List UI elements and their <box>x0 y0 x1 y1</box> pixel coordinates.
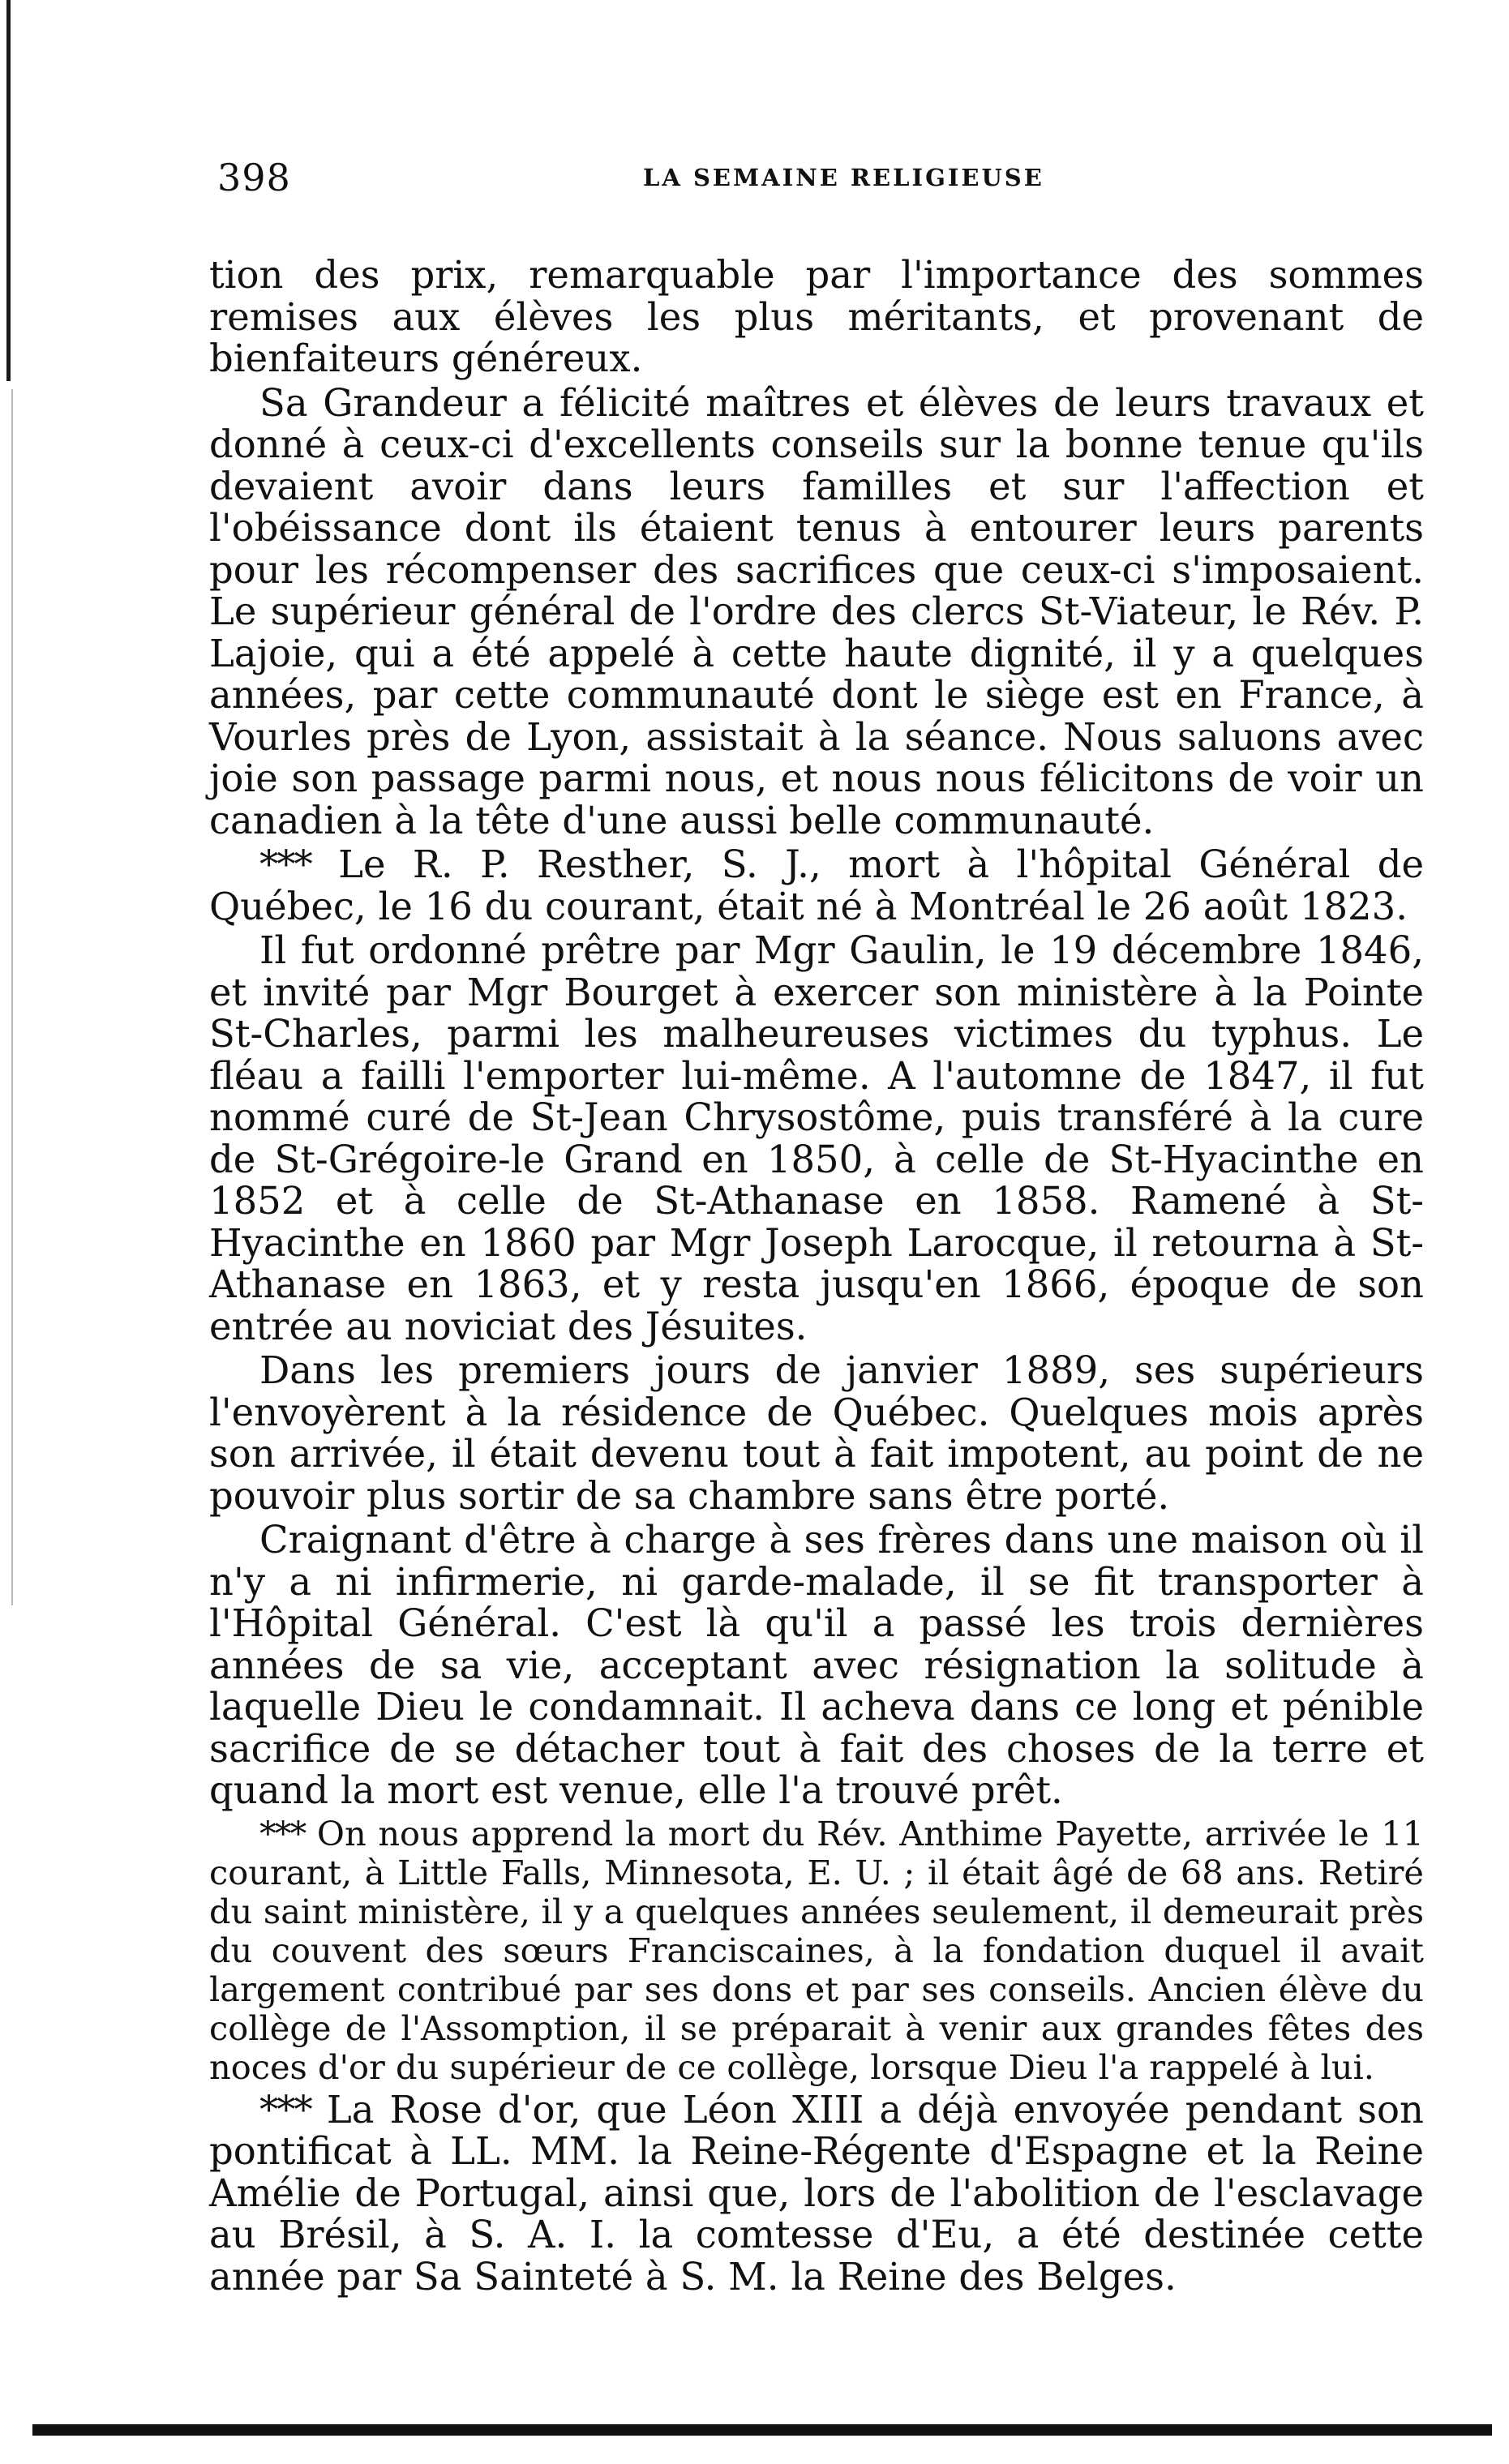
paragraph <box>209 380 1424 842</box>
asterism: *** <box>259 2087 311 2132</box>
paragraph-text: Le R. P. Resther, S. J., mort à l'hôpital Général de Québec, le 16 du courant, était né à Montréal le 26 août 1823. <box>209 842 1424 928</box>
news-item <box>209 1815 1424 2087</box>
paragraph-text: Il fut ordonné prêtre par Mgr Gaulin, le 19 décembre 1846, et invité par Mgr Bourget à exercer son ministère à la Pointe St-Charles, parmi les malheureuses victimes du typhus. Le fléau a failli l'emporter lui-même. A l'automne de 1847, il fut nommé curé de St-Jean Chrysostôme, puis transféré à la cure de St-Grégoire-le Grand en 1850, à celle de St-Hyacinthe en 1852 et à celle de St-Athanase en 1858. Ramené à St-Hyacinthe en 1860 par Mgr Joseph Larocque, il retourna à St-Athanase en 1863, et y resta jusqu'en 1866, époque de son entrée au noviciat des Jésuites. <box>209 928 1424 1348</box>
paragraph <box>209 1350 1424 1517</box>
paragraph-text: La Rose d'or, que Léon XIII a déjà envoyée pendant son pontificat à LL. MM. la Reine-Régente d'Espagne et la Reine Amélie de Portugal, ainsi que, lors de l'abolition de l'esclavage au Brésil, à S. A. I. la comtesse d'Eu, a été destinée cette année par Sa Sainteté à S. M. la Reine des Belges. <box>209 2087 1424 2299</box>
asterism: *** <box>259 842 311 886</box>
paragraph <box>209 1519 1424 1812</box>
scan-margin-rule <box>6 0 11 381</box>
page <box>209 156 1424 2300</box>
paragraph-text: Dans les premiers jours de janvier 1889, ses supérieurs l'envoyèrent à la résidence de Québec. Quelques mois après son arrivée, il était devenu tout à fait impotent, au point de ne pouvoir plus sortir de sa chambre sans être porté. <box>209 1348 1424 1518</box>
news-item <box>209 2089 1424 2299</box>
running-head: LA SEMAINE RELIGIEUSE <box>643 164 1044 191</box>
paragraph <box>209 255 1424 380</box>
paragraph-text: On nous apprend la mort du Rév. Anthime Payette, arrivée le 11 courant, à Little Falls, Minnesota, E. U. ; il était âgé de 68 ans. Retiré du saint ministère, il y a quelques années seulement, il demeurait près du couvent des sœurs Franciscaines, à la fondation duquel il avait largement contribué par ses dons et par ses conseils. Ancien élève du collège de l'Assomption, il se préparait à venir aux grandes fêtes des noces d'or du supérieur de ce collège, lorsque Dieu l'a rappelé à lui. <box>209 1813 1424 2087</box>
paragraph-text: Sa Grandeur a félicité maîtres et élèves de leurs travaux et donné à ceux-ci d'excellents conseils sur la bonne tenue qu'ils devaient avoir dans leurs familles et sur l'affection et l'obéissance dont ils étaient tenus à entourer leurs parents pour les récompenser des sacrifices que ceux-ci s'imposaient. Le supérieur général de l'ordre des clercs St-Viateur, le Rév. P. Lajoie, qui a été appelé à cette haute dignité, il y a quelques années, par cette communauté dont le siège est en France, à Vourles près de Lyon, assistait à la séance. Nous saluons avec joie son passage parmi nous, et nous nous félicitons de voir un canadien à la tête d'une aussi belle communauté. <box>209 380 1424 842</box>
news-item <box>209 844 1424 928</box>
scan-margin-shadow <box>11 389 13 1605</box>
page-number: 398 <box>217 156 291 199</box>
scan-bottom-rule <box>32 2424 1492 2436</box>
page-header <box>209 156 1424 203</box>
paragraph-text: Craignant d'être à charge à ses frères dans une maison où il n'y a ni infirmerie, ni garde-malade, il se fit transporter à l'Hôpital Général. C'est là qu'il a passé les trois dernières années de sa vie, acceptant avec résignation la solitude à laquelle Dieu le condamnait. Il acheva dans ce long et pénible sacrifice de se détacher tout à fait des choses de la terre et quand la mort est venue, elle l'a trouvé prêt. <box>209 1518 1424 1812</box>
asterism: *** <box>259 1813 306 1853</box>
paragraph <box>209 930 1424 1348</box>
body-text <box>209 255 1424 2298</box>
paragraph-text: tion des prix, remarquable par l'importance des sommes remises aux élèves les plus méritants, et provenant de bienfaiteurs généreux. <box>209 253 1424 380</box>
